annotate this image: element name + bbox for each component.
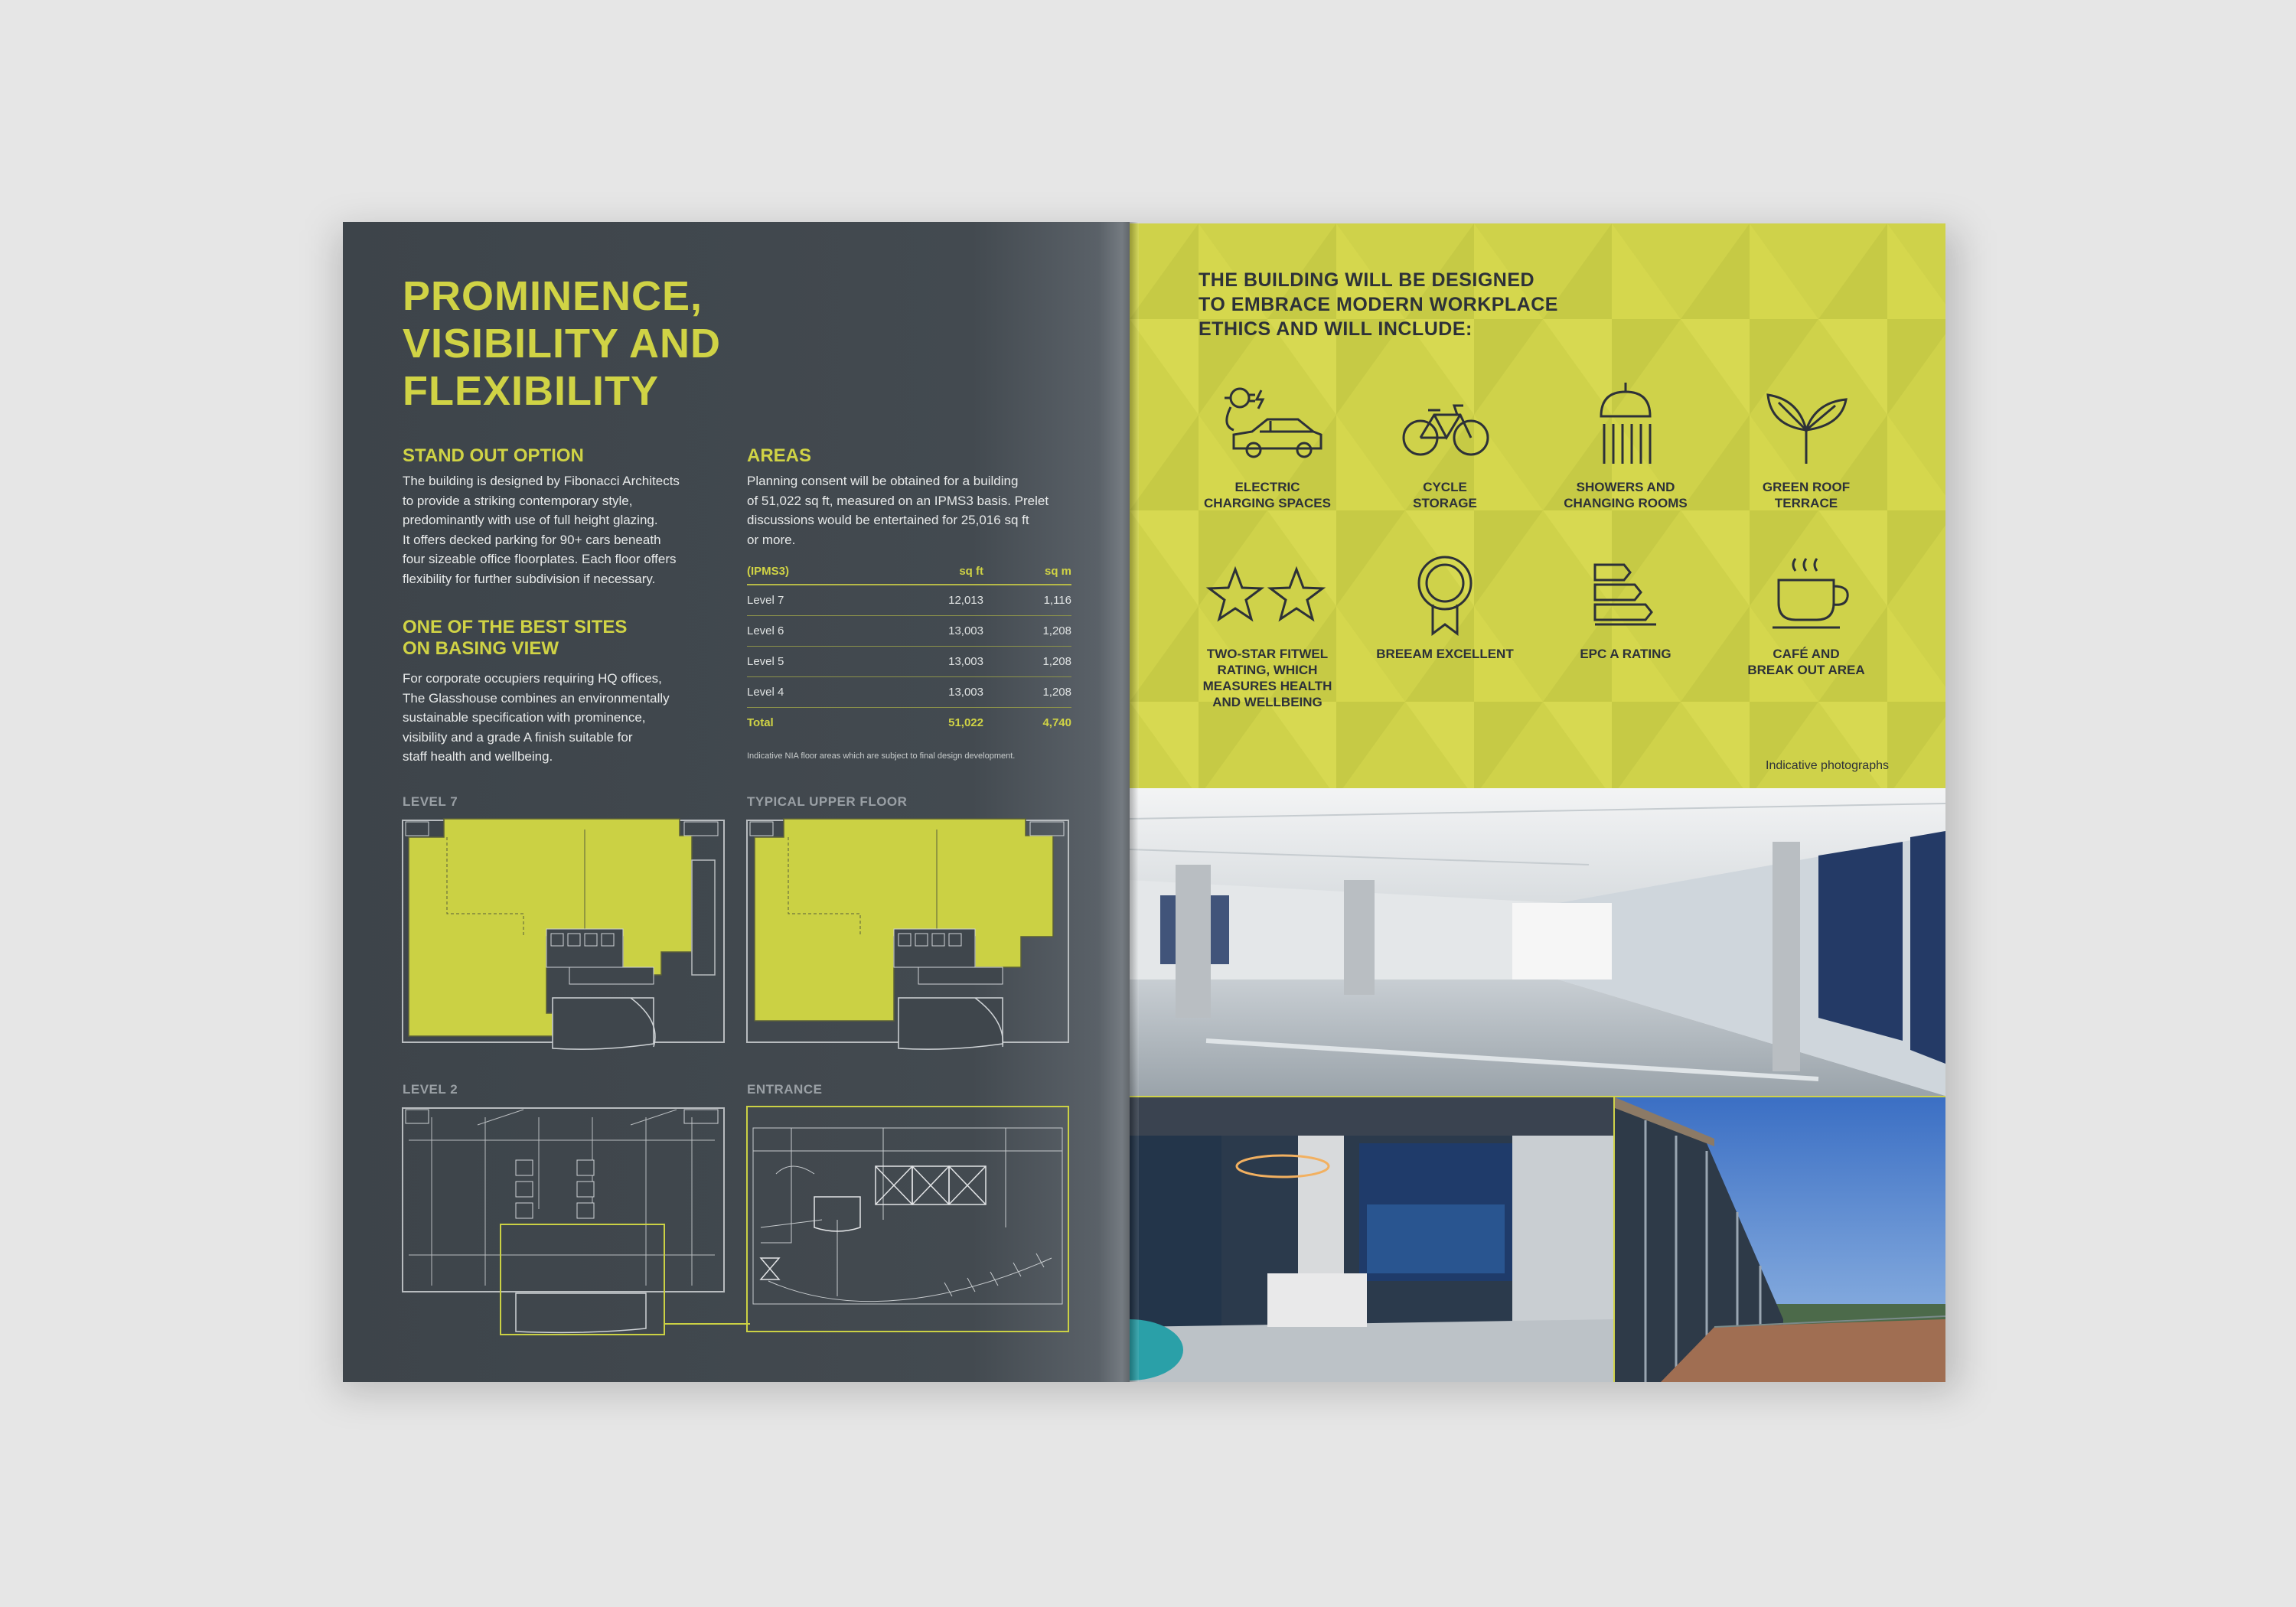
typical-upper-floor-plan	[745, 814, 1073, 1053]
typical-floor-label: TYPICAL UPPER FLOOR	[747, 794, 908, 809]
text-line: discussions would be entertained for 25,016 sq ft	[747, 513, 1029, 527]
text-line: The building is designed by Fibonacci Architects	[403, 474, 680, 488]
table-cell: Level 7	[747, 585, 876, 616]
level2-label: LEVEL 2	[403, 1082, 458, 1097]
brochure-spine	[1122, 222, 1139, 1382]
table-cell: 12,013	[876, 585, 983, 616]
text-line: or more.	[747, 532, 796, 547]
feature-label	[1368, 646, 1521, 662]
table-cell: 4,740	[1042, 716, 1071, 729]
shower-icon	[1564, 380, 1687, 471]
best-sites-heading	[403, 617, 627, 660]
level2-floor-plan	[401, 1102, 753, 1339]
coffee-cup-icon	[1745, 554, 1867, 638]
table-row	[747, 585, 1071, 616]
label-line: EPC A RATING	[1580, 647, 1671, 661]
areas-table	[747, 565, 1071, 738]
feature-label	[1730, 646, 1883, 678]
text-line: to provide a striking contemporary style,	[403, 493, 633, 508]
title-line: FLEXIBILITY	[403, 368, 659, 414]
feature-epc-rating	[1549, 554, 1702, 662]
feature-label	[1549, 479, 1702, 511]
table-total-row	[747, 708, 1071, 738]
label-line: CHANGING ROOMS	[1564, 496, 1688, 510]
energy-rating-icon	[1564, 554, 1687, 638]
terrace-photo	[1615, 1097, 1945, 1382]
photo-note: Indicative photographs	[1766, 759, 1889, 772]
heading-line: TO EMBRACE MODERN WORKPLACE	[1199, 294, 1558, 315]
feature-showers	[1549, 380, 1702, 511]
table-header-row	[747, 565, 1071, 585]
feature-label	[1191, 479, 1344, 511]
areas-heading: AREAS	[747, 445, 812, 466]
column-header: sq m	[983, 565, 1071, 585]
label-line: TERRACE	[1774, 496, 1838, 510]
table-cell: 13,003	[876, 616, 983, 647]
table-cell: 1,116	[983, 585, 1071, 616]
title-line: VISIBILITY AND	[403, 321, 722, 367]
text-line: of 51,022 sq ft, measured on an IPMS3 basis. Prelet	[747, 493, 1049, 508]
level7-label: LEVEL 7	[403, 794, 458, 809]
two-stars-icon	[1199, 554, 1336, 638]
table-cell: Level 5	[747, 647, 876, 677]
table-cell: 1,208	[983, 647, 1071, 677]
feature-label	[1730, 479, 1883, 511]
bicycle-icon	[1384, 380, 1506, 471]
text-line: four sizeable office floorplates. Each floor offers	[403, 552, 677, 566]
heading-line: ONE OF THE BEST SITES	[403, 617, 628, 637]
text-line: visibility and a grade A finish suitable for	[403, 729, 633, 745]
column-header: (IPMS3)	[747, 565, 876, 585]
label-line: STORAGE	[1413, 496, 1477, 510]
label-line: ELECTRIC	[1234, 480, 1300, 494]
label-line: BREEAM EXCELLENT	[1376, 647, 1514, 661]
label-line: BREAK OUT AREA	[1747, 663, 1865, 677]
label-line: CAFÉ AND	[1773, 647, 1840, 661]
text-line: sustainable specification with prominence,	[403, 710, 646, 725]
label-line: CYCLE	[1423, 480, 1467, 494]
label-line: MEASURES HEALTH	[1202, 679, 1332, 693]
feature-label	[1368, 479, 1521, 511]
feature-cafe	[1730, 554, 1883, 678]
table-cell: 51,022	[948, 716, 983, 729]
level7-floor-plan	[401, 814, 729, 1053]
feature-fitwel	[1191, 554, 1344, 710]
left-page	[343, 222, 1130, 1382]
stand-out-text	[403, 471, 709, 588]
table-cell: 13,003	[876, 677, 983, 708]
text-line: flexibility for further subdivision if necessary.	[403, 571, 656, 586]
office-interior-photo	[1130, 788, 1945, 1096]
heading-line: ETHICS AND WILL INCLUDE:	[1199, 318, 1473, 340]
electric-car-icon	[1206, 380, 1329, 471]
entrance-label: ENTRANCE	[747, 1082, 823, 1097]
table-row	[747, 616, 1071, 647]
text-line: The Glasshouse combines an environmentally	[403, 690, 670, 706]
feature-label	[1549, 646, 1702, 662]
label-line: RATING, WHICH	[1217, 663, 1318, 677]
text-line: For corporate occupiers requiring HQ offices,	[403, 671, 662, 686]
table-row	[747, 647, 1071, 677]
table-cell: 1,208	[983, 616, 1071, 647]
table-cell: 13,003	[876, 647, 983, 677]
feature-ev-charging	[1191, 380, 1344, 511]
features-heading	[1199, 268, 1558, 341]
column-header: sq ft	[876, 565, 983, 585]
text-line: Planning consent will be obtained for a building	[747, 474, 1019, 488]
table-cell: Level 4	[747, 677, 876, 708]
feature-cycle-storage	[1368, 380, 1521, 511]
label-line: AND WELLBEING	[1212, 695, 1322, 709]
stand-out-heading: STAND OUT OPTION	[403, 445, 584, 466]
table-footnote: Indicative NIA floor areas which are subject to final design development.	[747, 751, 1016, 761]
areas-text	[747, 471, 1076, 549]
table-cell: Total	[747, 716, 774, 729]
table-cell: 1,208	[983, 677, 1071, 708]
label-line: SHOWERS AND	[1576, 480, 1675, 494]
best-sites-text	[403, 669, 709, 767]
right-page	[1130, 223, 1945, 1382]
title-line: PROMINENCE,	[403, 273, 703, 319]
heading-line: ON BASING VIEW	[403, 638, 559, 659]
page-title	[403, 272, 721, 415]
feature-green-roof	[1730, 380, 1883, 511]
feature-label	[1191, 646, 1344, 710]
table-row	[747, 677, 1071, 708]
table-cell: Level 6	[747, 616, 876, 647]
feature-breeam	[1368, 554, 1521, 662]
entrance-floor-plan	[745, 1105, 1070, 1335]
heading-line: THE BUILDING WILL BE DESIGNED	[1199, 269, 1535, 291]
text-line: staff health and wellbeing.	[403, 749, 553, 764]
text-line: It offers decked parking for 90+ cars beneath	[403, 532, 661, 547]
label-line: TWO-STAR FITWEL	[1206, 647, 1329, 661]
reception-photo	[1130, 1097, 1613, 1382]
label-line: GREEN ROOF	[1762, 480, 1851, 494]
text-line: predominantly with use of full height glazing.	[403, 513, 658, 527]
label-line: CHARGING SPACES	[1204, 496, 1331, 510]
leaf-sprout-icon	[1745, 380, 1867, 471]
award-rosette-icon	[1384, 554, 1506, 638]
